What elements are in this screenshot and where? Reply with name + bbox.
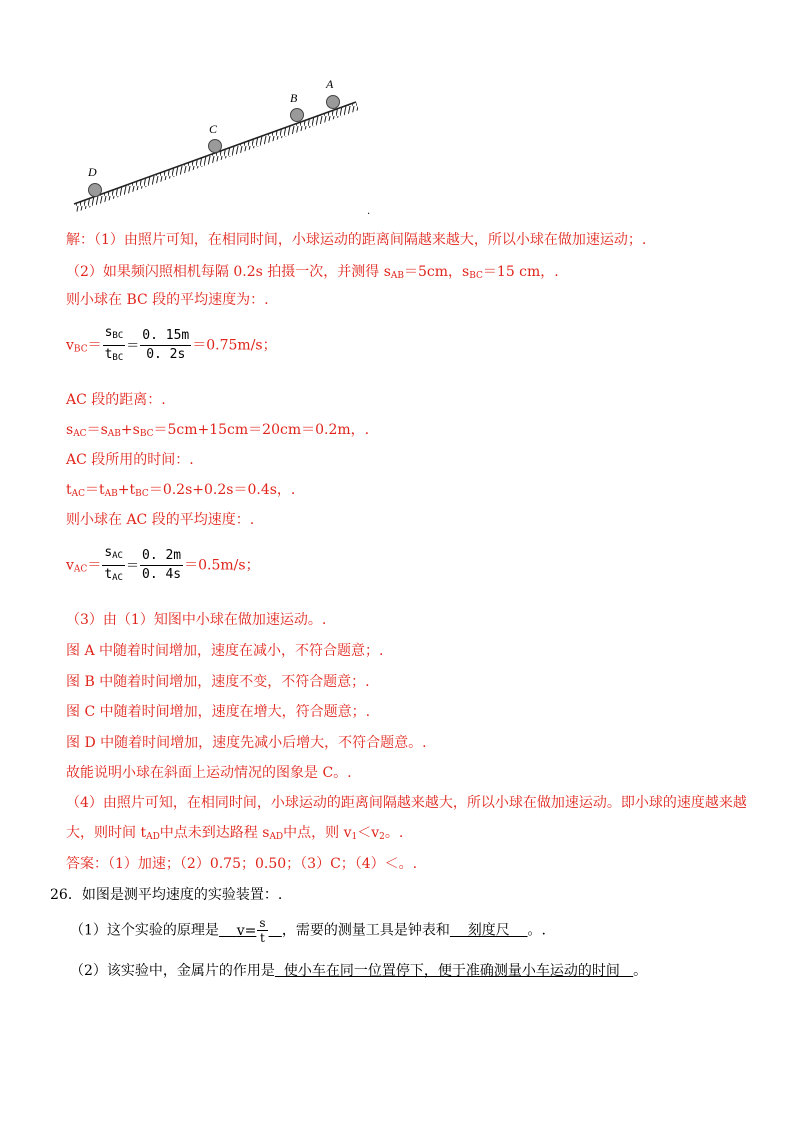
- question-26-part-1: （1）这个实验的原理是 v= $\frac{s}{t}$ ，需要的测量工具是钟表和 刻度尺 。.: [70, 916, 546, 945]
- solution-line-12: 图 C 中随着时间增加，速度在增大，符合题意；.: [66, 704, 371, 720]
- fraction-s-over-t-bc: $\frac{s_{BC}}{t_{BC}}$: [104, 325, 124, 363]
- ball-c: [209, 140, 222, 153]
- incline-ramp: [74, 102, 359, 212]
- principle-blank: v= $\frac{s}{t}$: [236, 916, 266, 945]
- solution-line-11: 图 B 中随着时间增加，速度不变，不符合题意；.: [66, 674, 370, 690]
- solution-line-3: 则小球在 BC 段的平均速度为：.: [66, 292, 269, 308]
- metal-piece-blank: 使小车在同一位置停下，便于准确测量小车运动的时间: [274, 963, 634, 979]
- solution-line-1: 解：（1）由照片可知，在相同时间，小球运动的距离间隔越来越大，所以小球在做加速运动；.: [66, 232, 647, 248]
- solution-line-9: （3）由（1）知图中小球在做加速运动。.: [66, 612, 327, 628]
- solution-line-13: 图 D 中随着时间增加，速度先减小后增大，不符合题意。.: [66, 735, 427, 751]
- formula-vac: $v_{AC}=$ $\frac{s_{AC}}{t_{AC}}$ ＝ $\frac{0. 2m}{0. 4s}$ ＝0.5m/s；: [66, 544, 260, 587]
- label-c: C: [209, 122, 218, 136]
- solution-line-14: 故能说明小球在斜面上运动情况的图象是 C。.: [66, 765, 352, 781]
- dot-mark: .: [367, 206, 371, 217]
- solution-line-4: AC 段的距离：.: [66, 392, 166, 408]
- fraction-values-ac: $\frac{0. 2m}{0. 4s}$: [142, 548, 182, 582]
- solution-line-16: 大，则时间 $t_{AD}$中点未到达路程 $s_{AD}$中点，则 $v_1<v_2$。.: [66, 825, 404, 842]
- solution-line-7: $t_{AC}=t_{AB}+t_{BC}=0.2s+0.2s=0.4s$，.: [66, 482, 296, 499]
- ball-a: [327, 96, 340, 109]
- formula-vbc: $v_{BC}=$ $\frac{s_{BC}}{t_{BC}}$ ＝ $\frac{0. 15m}{0. 2s}$ ＝0.75m/s；: [66, 324, 277, 367]
- tool-blank: 刻度尺: [449, 922, 528, 939]
- solution-line-8: 则小球在 AC 段的平均速度：.: [66, 512, 255, 528]
- fraction-values-bc: $\frac{0. 15m}{0. 2s}$: [142, 328, 190, 362]
- incline-figure: [60, 66, 370, 226]
- label-b: B: [290, 91, 298, 105]
- solution-line-5: $s_{AC}=s_{AB}+s_{BC}=5cm+15cm=20cm=0.2m$，.: [66, 422, 370, 439]
- label-d: D: [88, 165, 97, 179]
- label-a: A: [326, 77, 334, 91]
- answer-line: 答案：（1）加速；（2）0.75；0.50；（3）C；（4）＜。.: [66, 856, 418, 872]
- question-26-part-2: （2）该实验中，金属片的作用是 使小车在同一位置停下，便于准确测量小车运动的时间 。: [70, 963, 648, 979]
- question-26-title: 26．如图是测平均速度的实验装置：.: [50, 887, 283, 903]
- solution-line-10: 图 A 中随着时间增加，速度在减小，不符合题意；.: [66, 643, 384, 659]
- fraction-s-over-t-ac: $\frac{s_{AC}}{t_{AC}}$: [104, 545, 123, 583]
- solution-line-15: （4）由照片可知，在相同时间，小球运动的距离间隔越来越大，所以小球在做加速运动。即小球的速度越来越: [66, 795, 747, 811]
- ball-d: [89, 184, 102, 197]
- solution-line-6: AC 段所用的时间：.: [66, 452, 194, 468]
- solution-line-2: （2）如果频闪照相机每隔 0.2s 拍摄一次，并测得 $s_{AB}=5cm$，$s_{BC}=15$ cm，.: [66, 264, 559, 281]
- ball-b: [291, 109, 304, 122]
